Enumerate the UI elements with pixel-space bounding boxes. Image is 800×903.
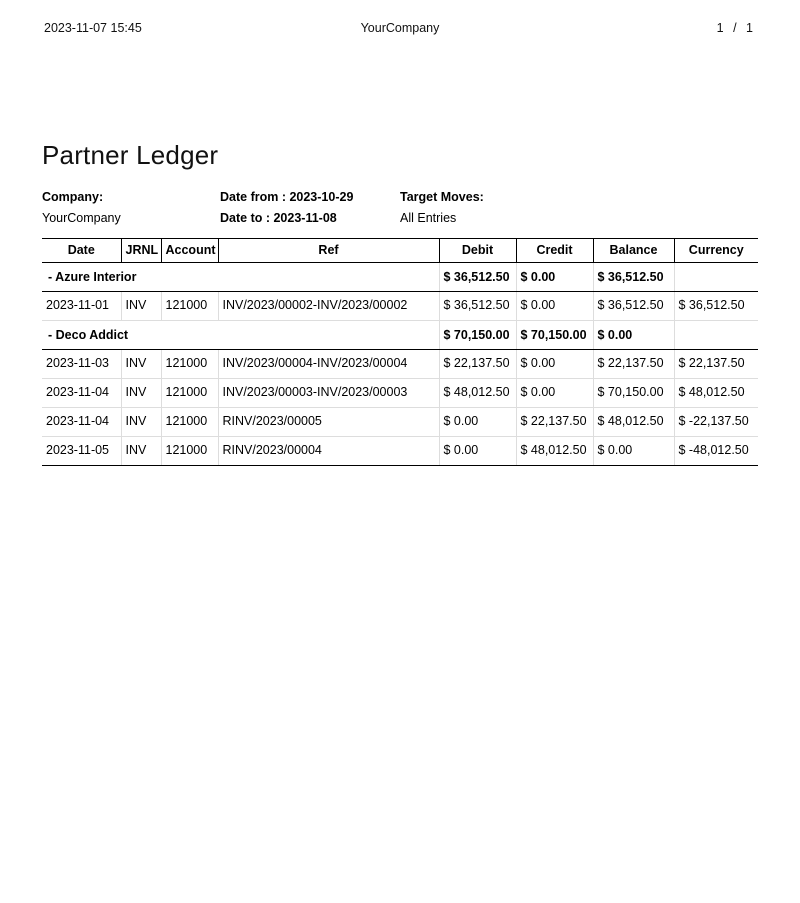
column-header-account: Account — [161, 238, 218, 262]
cell-currency: $ 36,512.50 — [674, 291, 758, 320]
cell-debit: $ 0.00 — [439, 436, 516, 465]
partner-group-row — [42, 320, 758, 349]
report-content — [42, 140, 758, 466]
page-current: 1 — [716, 21, 724, 35]
meta-date-from: Date from : 2023-10-29 — [220, 190, 354, 204]
cell-jrnl: INV — [121, 291, 161, 320]
cell-credit: $ 22,137.50 — [516, 407, 593, 436]
partner-group-balance: $ 36,512.50 — [593, 262, 674, 291]
column-header-debit: Debit — [439, 238, 516, 262]
column-header-currency: Currency — [674, 238, 758, 262]
cell-currency: $ -22,137.50 — [674, 407, 758, 436]
partner-group-debit: $ 36,512.50 — [439, 262, 516, 291]
meta-dates — [220, 187, 400, 230]
cell-ref: RINV/2023/00005 — [218, 407, 439, 436]
cell-credit: $ 0.00 — [516, 349, 593, 378]
table-body — [42, 262, 758, 465]
print-header — [0, 21, 800, 41]
cell-credit: $ 0.00 — [516, 378, 593, 407]
cell-currency: $ 48,012.50 — [674, 378, 758, 407]
page-number — [714, 21, 756, 35]
partner-group-credit: $ 70,150.00 — [516, 320, 593, 349]
table-row — [42, 291, 758, 320]
page-total: 1 — [746, 21, 753, 35]
partner-group-name: - Deco Addict — [42, 320, 439, 349]
cell-balance: $ 0.00 — [593, 436, 674, 465]
cell-debit: $ 22,137.50 — [439, 349, 516, 378]
partner-group-credit: $ 0.00 — [516, 262, 593, 291]
partner-ledger-table — [42, 238, 758, 466]
cell-jrnl: INV — [121, 407, 161, 436]
cell-ref: INV/2023/00002-INV/2023/00002 — [218, 291, 439, 320]
print-timestamp: 2023-11-07 15:45 — [44, 21, 142, 35]
cell-jrnl: INV — [121, 436, 161, 465]
print-company-name: YourCompany — [360, 21, 440, 35]
meta-target-moves-value: All Entries — [400, 211, 457, 226]
table-row — [42, 378, 758, 407]
cell-jrnl: INV — [121, 378, 161, 407]
partner-group-row — [42, 262, 758, 291]
cell-ref: INV/2023/00003-INV/2023/00003 — [218, 378, 439, 407]
cell-date: 2023-11-04 — [42, 407, 121, 436]
table-header — [42, 238, 758, 262]
table-row — [42, 436, 758, 465]
column-header-ref: Ref — [218, 238, 439, 262]
cell-debit: $ 48,012.50 — [439, 378, 516, 407]
meta-company-label: Company: — [42, 190, 104, 204]
cell-date: 2023-11-04 — [42, 378, 121, 407]
cell-account: 121000 — [161, 407, 218, 436]
column-header-balance: Balance — [593, 238, 674, 262]
table-row — [42, 407, 758, 436]
cell-ref: RINV/2023/00004 — [218, 436, 439, 465]
report-meta — [42, 187, 758, 230]
partner-group-balance: $ 0.00 — [593, 320, 674, 349]
partner-group-currency — [674, 320, 758, 349]
cell-balance: $ 48,012.50 — [593, 407, 674, 436]
cell-balance: $ 36,512.50 — [593, 291, 674, 320]
cell-debit: $ 0.00 — [439, 407, 516, 436]
meta-company — [42, 187, 220, 230]
cell-credit: $ 0.00 — [516, 291, 593, 320]
cell-balance: $ 70,150.00 — [593, 378, 674, 407]
page-separator: / — [733, 21, 737, 35]
cell-jrnl: INV — [121, 349, 161, 378]
cell-account: 121000 — [161, 291, 218, 320]
cell-date: 2023-11-01 — [42, 291, 121, 320]
meta-target-moves-label: Target Moves: — [400, 190, 484, 204]
cell-ref: INV/2023/00004-INV/2023/00004 — [218, 349, 439, 378]
meta-target-moves — [400, 187, 600, 230]
cell-account: 121000 — [161, 349, 218, 378]
cell-date: 2023-11-05 — [42, 436, 121, 465]
cell-currency: $ 22,137.50 — [674, 349, 758, 378]
cell-currency: $ -48,012.50 — [674, 436, 758, 465]
cell-credit: $ 48,012.50 — [516, 436, 593, 465]
page-title: Partner Ledger — [42, 140, 219, 170]
meta-date-to: Date to : 2023-11-08 — [220, 211, 337, 226]
partner-group-currency — [674, 262, 758, 291]
table-header-row — [42, 238, 758, 262]
cell-date: 2023-11-03 — [42, 349, 121, 378]
partner-group-debit: $ 70,150.00 — [439, 320, 516, 349]
table-row — [42, 349, 758, 378]
meta-company-value: YourCompany — [42, 211, 121, 226]
cell-debit: $ 36,512.50 — [439, 291, 516, 320]
column-header-date: Date — [42, 238, 121, 262]
cell-account: 121000 — [161, 436, 218, 465]
column-header-credit: Credit — [516, 238, 593, 262]
cell-balance: $ 22,137.50 — [593, 349, 674, 378]
partner-group-name: - Azure Interior — [42, 262, 439, 291]
column-header-jrnl: JRNL — [121, 238, 161, 262]
cell-account: 121000 — [161, 378, 218, 407]
